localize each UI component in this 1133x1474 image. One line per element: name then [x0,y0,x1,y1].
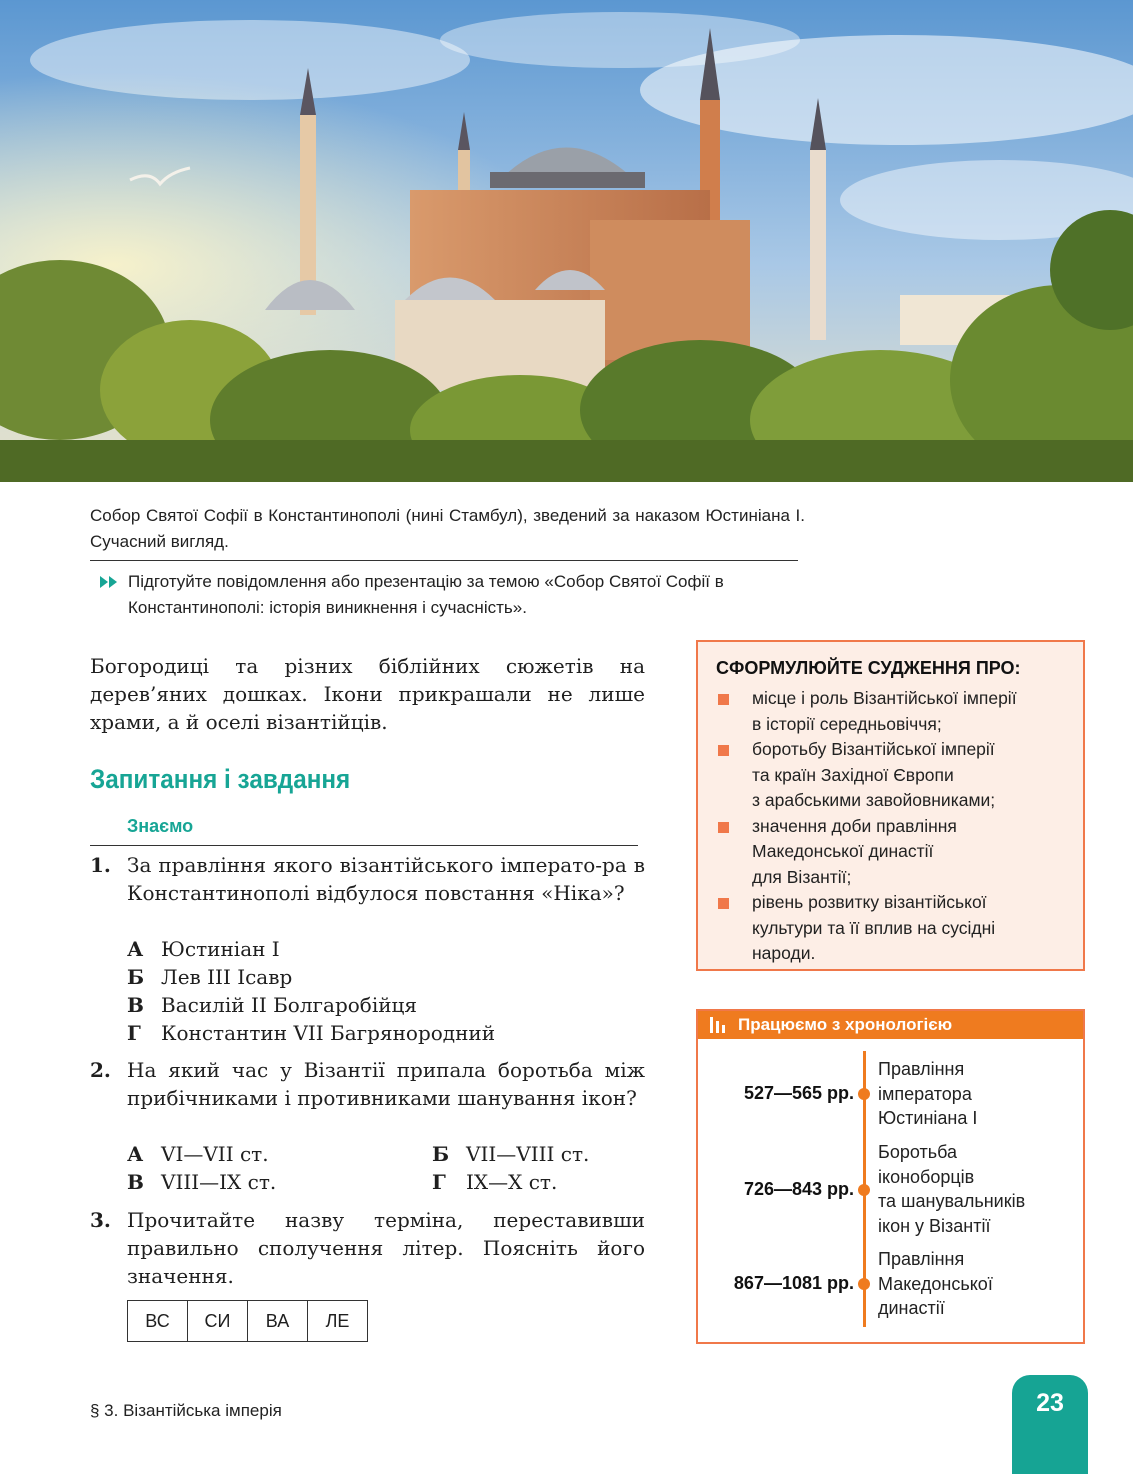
footer-section: § 3. Візантійська імперія [90,1401,282,1420]
hagia-sophia-photo [0,0,1133,482]
chronology-title: Працюємо з хронологією [738,1015,953,1034]
option-letter: Б [127,965,145,989]
list-item [716,686,1071,737]
option-text: VI—VII ст. [161,1142,269,1166]
option-letter: Г [127,1021,141,1045]
subhead-divider [90,845,638,846]
question-1 [90,851,645,907]
answer-option[interactable] [127,1140,269,1168]
syllable-cell: ВС [128,1301,188,1342]
chronology-header [698,1011,1083,1039]
timeline-date: 867—1081 рр. [733,1273,854,1293]
question-text: Прочитайте назву терміна, переставивши правильно сполучення літер. Поясніть його значення. [127,1208,645,1288]
double-arrow-icon [100,575,118,589]
timeline-event: Боротьба іконоборців та шанувальників ікон у Візантії [878,1142,1026,1236]
list-item [716,814,1071,891]
answer-option[interactable] [432,1168,557,1196]
option-letter: В [127,993,144,1017]
option-letter: Г [432,1170,446,1194]
option-text: VIII—IX ст. [161,1170,277,1194]
subhead-know: Знаємо [127,816,194,836]
photo-caption: Собор Святої Софії в Константинополі (нині Стамбул), зведений за наказом Юстиніана I. Сучасний вигляд. [90,506,805,551]
question-number: 3. [90,1208,111,1232]
option-letter: А [127,1142,144,1166]
timeline-event: Правління імператора Юстиніана I [878,1059,978,1128]
option-text: Василій II Болгаробійця [161,993,418,1017]
judgement-title: СФОРМУЛЮЙТЕ СУДЖЕННЯ ПРО: [716,658,1021,678]
option-text: Юстиніан I [161,937,280,961]
timeline-event: Правління Македонської династії [878,1249,993,1318]
question-text: На який час у Візантії припала боротьба між прибічниками і противниками шанування ікон? [127,1058,645,1110]
section-title: Запитання і завдання [90,764,351,794]
list-item [716,737,1071,814]
chronology-box [696,1009,1085,1344]
option-text: Лев III Ісавр [161,965,293,989]
question-2 [90,1056,645,1112]
option-letter: В [127,1170,144,1194]
judgement-list [716,686,1071,967]
timeline-date: 726—843 рр. [743,1179,854,1199]
square-bullet-icon [718,694,729,705]
presentation-task [100,569,805,621]
list-item [716,890,1071,967]
syllable-cell: ВА [248,1301,308,1342]
answer-option[interactable] [127,1019,495,1047]
judgement-box [696,640,1085,971]
timeline-dot [858,1184,870,1196]
answer-option[interactable] [432,1140,589,1168]
presentation-task-text: Підготуйте повідомлення або презентацію за темою «Собор Святої Софії в Константинополі: історія виникнення і сучасність». [128,572,724,617]
timeline-date: 527—565 рр. [743,1083,854,1103]
timeline-dot [858,1278,870,1290]
list-item-text: боротьбу Візантійської імперії та країн Західної Європи з арабськими завойовниками; [752,739,996,810]
body-paragraph: Богородиці та різних біблійних сюжетів на дерев’яних дошках. Ікони прикрашали не лише храми, а й оселі візантійців. [90,654,645,734]
question-3 [90,1206,645,1290]
timeline-dot [858,1088,870,1100]
answer-option[interactable] [127,935,280,963]
answer-option[interactable] [127,963,292,991]
question-number: 2. [90,1058,111,1082]
option-text: Константин VII Багрянородний [161,1021,496,1045]
answer-option[interactable] [127,991,417,1019]
list-item-text: значення доби правління Македонської династії для Візантії; [752,815,957,887]
square-bullet-icon [718,822,729,833]
page-number-tab [1012,1375,1088,1474]
caption-divider [90,560,798,561]
syllable-cell: СИ [188,1301,248,1342]
page-number: 23 [1036,1389,1064,1417]
timeline-icon [710,1017,732,1033]
option-text: IX—X ст. [466,1170,558,1194]
option-letter: Б [432,1142,450,1166]
answer-option[interactable] [127,1168,276,1196]
square-bullet-icon [718,745,729,756]
question-number: 1. [90,853,111,877]
option-letter: А [127,937,144,961]
syllable-cell: ЛЕ [308,1301,368,1342]
option-text: VII—VIII ст. [466,1142,590,1166]
square-bullet-icon [718,898,729,909]
question-text: За правління якого візантійського імперато-ра в Константинополі відбулося повстання «Ніка»? [127,853,645,905]
list-item-text: рівень розвитку візантійської культури та її вплив на сусідні народи. [752,892,996,963]
syllable-table [127,1300,368,1342]
list-item-text: місце і роль Візантійської імперії в історії середньовіччя; [752,688,1017,734]
